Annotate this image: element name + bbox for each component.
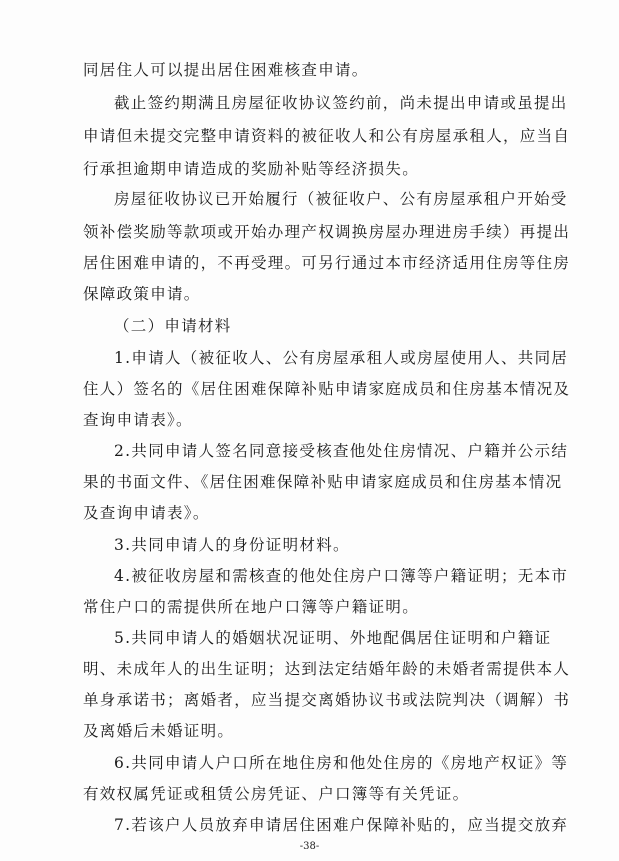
section-heading: （二）申请材料: [114, 317, 232, 335]
text-line: 住人）签名的《居住困难保障补贴申请家庭成员和住房基本情况及: [83, 380, 571, 398]
text-line: 查询申请表》。: [83, 411, 193, 429]
text-line: 3.共同申请人的身份证明材料。: [114, 536, 350, 554]
text-line: 截止签约期满且房屋征收协议签约前，尚未提出申请或虽提出: [114, 94, 568, 112]
text-line: 居住困难申请的，不再受理。可另行通过本市经济适用住房等住房: [83, 254, 571, 272]
text-line: 及离婚后未婚证明。: [83, 722, 235, 740]
text-line: 及查询申请表》。: [83, 504, 210, 522]
text-line: 领补偿奖励等款项或开始办理产权调换房屋办理进房手续）再提出: [83, 223, 571, 241]
text-line: 申请但未提交完整申请资料的被征收人和公有房屋承租人，应当自: [83, 127, 571, 145]
text-line: 行承担逾期申请造成的奖励补贴等经济损失。: [83, 160, 420, 178]
text-line: 保障政策申请。: [83, 285, 201, 303]
text-line: 同居住人可以提出居住困难核查申请。: [83, 61, 369, 79]
page-number: -38-: [299, 841, 320, 852]
text-line: 常住户口的需提供所在地户口簿等户籍证明。: [83, 598, 420, 616]
text-line: 明、未成年人的出生证明；达到法定结婚年龄的未婚者需提供本人: [83, 660, 571, 678]
text-line: 7.若该户人员放弃申请居住困难户保障补贴的，应当提交放弃: [114, 816, 569, 834]
text-line: 单身承诺书；离婚者，应当提交离婚协议书或法院判决（调解）书: [83, 691, 571, 709]
text-line: 果的书面文件、《居住困难保障补贴申请家庭成员和住房基本情况: [83, 473, 563, 491]
text-line: 2.共同申请人签名同意接受核查他处住房情况、户籍并公示结: [114, 442, 569, 460]
text-line: 5.共同申请人的婚姻状况证明、外地配偶居住证明和户籍证: [114, 629, 552, 647]
text-line: 4.被征收房屋和需核查的他处住房户口簿等户籍证明；无本市: [114, 567, 569, 585]
text-line: 6.共同申请人户口所在地住房和他处住房的《房地产权证》等: [114, 754, 569, 772]
text-line: 1.申请人（被征收人、公有房屋承租人或房屋使用人、共同居: [114, 349, 569, 367]
text-line: 有效权属凭证或租赁公房凭证、户口簿等有关凭证。: [83, 785, 470, 803]
text-line: 房屋征收协议已开始履行（被征收户、公有房屋承租户开始受: [114, 190, 568, 208]
